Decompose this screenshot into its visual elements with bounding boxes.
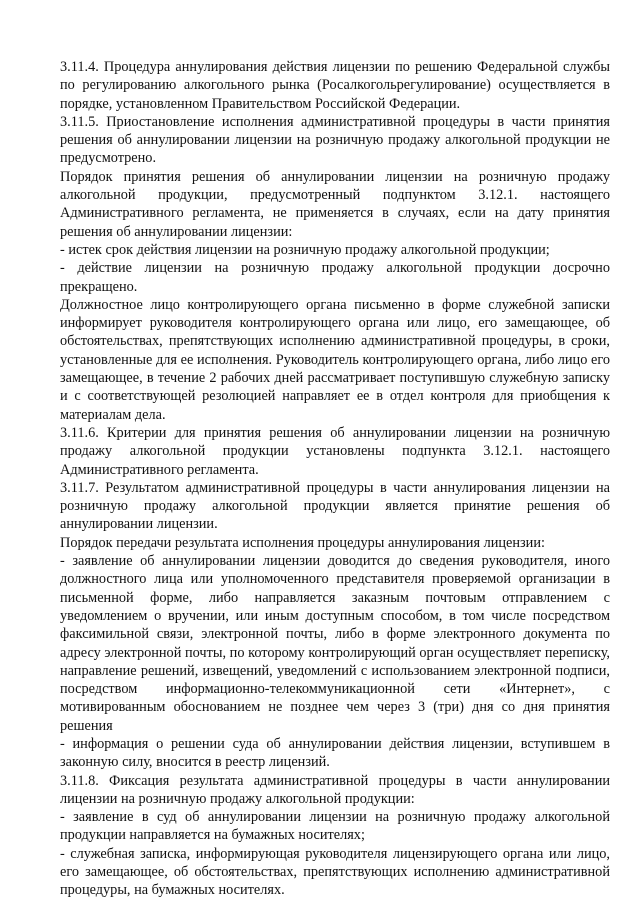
clause-3-11-8: 3.11.8. Фиксация результата административной процедуры в части аннулировании лицензии на розничную продажу алкогольной продукции: (60, 772, 610, 807)
clause-3-11-5: 3.11.5. Приостановление исполнения административной процедуры в части принятия решения об аннулировании лицензии на розничную продажу алкогольной продукции не предусмотрено. (60, 113, 610, 167)
list-item-memo-paper: - служебная записка, информирующая руководителя лицензирующего органа или лицо, его замещающее, об обстоятельствах, препятствующих исполнению административной процедуры, на бумажных носителях. (60, 845, 610, 899)
clause-3-11-6: 3.11.6. Критерии для принятия решения об аннулировании лицензии на розничную продажу алкогольной продукции установлены подпункта 3.12.1. настоящего Административного регламента. (60, 424, 610, 478)
paragraph-decision-procedure: Порядок принятия решения об аннулировании лицензии на розничную продажу алкогольной продукции, предусмотренный подпунктом 3.12.1. настоящего Административного регламента, не применяется в случаях, если на дату принятия решения об аннулировании лицензии: (60, 168, 610, 240)
clause-3-11-4: 3.11.4. Процедура аннулирования действия лицензии по решению Федеральной службы по регулированию алкогольного рынка (Росалкогольрегулирование) осуществляется в порядке, установленном Правительством Российской Федерации. (60, 59, 610, 112)
list-item-license-terminated: - действие лицензии на розничную продажу алкогольной продукции досрочно прекращено. (60, 260, 610, 295)
document-page (60, 58, 610, 900)
paragraph-result-transfer: Порядок передачи результата исполнения процедуры аннулирования лицензии: (60, 534, 545, 551)
list-item-statement-delivery: - заявление об аннулировании лицензии доводится до сведения руководителя, иного должностного лица или уполномоченного представителя проверяемой организации в письменной форме, либо направляется заказным почтовым отправлением с уведомлением о вручении, или иным доступным способом, в том числе посредством факсимильной связи, электронной почты, либо в форме электронного документа по адресу электронной почты, по которому контролирующий орган осуществляет переписку, направление решений, извещений, уведомлений с использованием электронной подписи, посредством информационно-телекоммуникационной сети «Интернет», с мотивированным обоснованием не позднее чем через 3 (три) дня со дня принятия решения (60, 553, 610, 734)
clause-3-11-7: 3.11.7. Результатом административной процедуры в части аннулирования лицензии на розничную продажу алкогольной продукции является принятие решения об аннулировании лицензии. (60, 479, 610, 533)
list-item-court-decision: - информация о решении суда об аннулировании действия лицензии, вступившем в законную силу, вносится в реестр лицензий. (60, 735, 610, 771)
list-item-court-statement: - заявление в суд об аннулировании лицензии на розничную продажу алкогольной продукции направляется на бумажных носителях; (60, 809, 610, 844)
paragraph-official-memo: Должностное лицо контролирующего органа письменно в форме служебной записки информирует руководителя контролирующего органа или лицо, его замещающее, об обстоятельствах, препятствующих исполнению административной процедуры, в сроки, установленные для ее исполнения. Руководитель контролирующего органа, либо лицо его замещающее, в течение 2 рабочих дней рассматривает поступившую служебную записку и с соответствующей резолюцией направляет ее в отдел контроля для приобщения к материалам дела. (60, 296, 610, 423)
list-item-license-expired: - истек срок действия лицензии на розничную продажу алкогольной продукции; (60, 241, 550, 258)
